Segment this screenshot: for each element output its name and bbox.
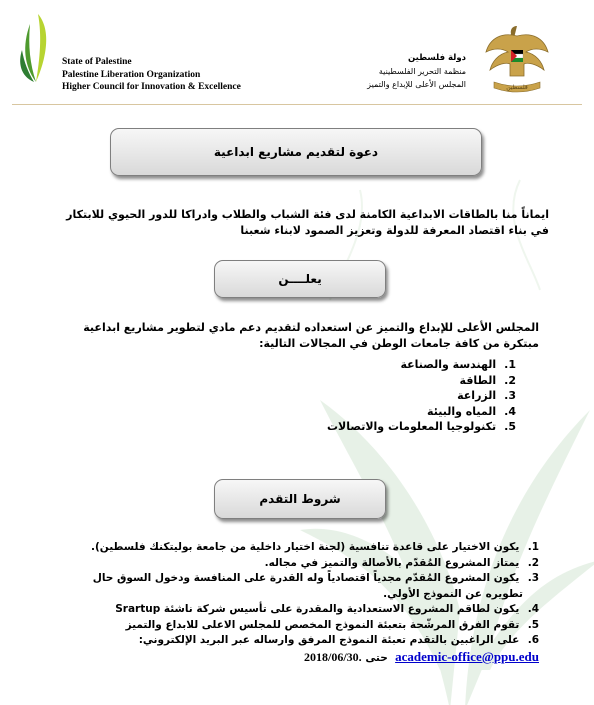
council-name-ar: المجلس الأعلى للإبداع والتميز <box>367 80 466 89</box>
list-item: 1. يكون الاختيار على قاعدة تنافسية (لجنة اختيار داخلية من جامعة بوليتكنك فلسطين). <box>91 541 539 553</box>
organization-name-ar: منظمة التحرير الفلسطينية <box>378 67 466 76</box>
conditions-title-box <box>214 479 386 519</box>
deadline-prefix: حتى <box>365 651 388 664</box>
header-arabic <box>367 52 466 91</box>
list-item: 1. الهندسة والصناعة <box>400 358 516 371</box>
list-item: 5. تكنولوجيا المعلومات والاتصالات <box>326 420 516 433</box>
email-link[interactable]: academic-office@ppu.edu <box>395 648 539 664</box>
state-name: State of Palestine <box>62 57 132 67</box>
list-item: 6. على الراغبين بالتقدم تعبئة النموذج المرفق وارساله عبر البريد الإلكتروني: <box>138 634 539 646</box>
list-item: 3. يكون المشروع المُقدّم مجدياً اقتصادياً وله القدرة على المنافسة ودخول السوق حال تطويره عن النموذج الأولي. <box>92 572 539 600</box>
deadline-date: 2018/06/30. <box>303 649 362 664</box>
list-item: 4. يكون لطاقم المشروع الاستعدادية والمقدرة على تأسيس شركة ناشئة Srartup <box>115 603 539 615</box>
intro-line: ايماناً منا بالطاقات الابداعية الكامنة لدى فئة الشباب والطلاب وادراكا للدور الحيوي للابتكار <box>66 208 549 221</box>
palestine-emblem-icon <box>484 18 550 98</box>
announce-box <box>214 260 386 298</box>
body-line: مبتكرة من كافة جامعات الوطن في المجالات التالية: <box>259 336 539 350</box>
state-name-ar: دولة فلسطين <box>407 53 466 63</box>
conditions-list <box>91 540 539 666</box>
page-title: دعوة لتقديم مشاريع ابداعية <box>213 145 379 159</box>
list-item: 3. الزراعة <box>457 389 516 402</box>
list-item: 2. يمتاز المشروع المُقدّم بالأصالة والتميز في مجاله. <box>264 556 539 569</box>
council-name: Higher Council for Innovation & Excellence <box>62 82 241 92</box>
header-english <box>62 56 241 94</box>
conditions-title: شروط التقدم <box>259 492 341 506</box>
intro-paragraph <box>66 207 549 238</box>
announce-label: يعلــــن <box>278 272 322 286</box>
announcement-paragraph <box>83 320 539 351</box>
page-title-box <box>110 128 482 176</box>
header-divider <box>12 104 582 105</box>
intro-line: في بناء اقتصاد المعرفة للدولة وتعزيز الصمود لابناء شعبنا <box>240 223 549 237</box>
body-line: المجلس الأعلى للإبداع والتميز عن استعداده لتقديم دعم مادي لتطوير مشاريع ابداعية <box>83 321 539 334</box>
list-item: 2. الطاقة <box>459 373 516 387</box>
organization-name: Palestine Liberation Organization <box>62 69 201 80</box>
fields-list <box>327 357 516 435</box>
email-line <box>91 649 539 667</box>
list-item: 4. المياه والبيئة <box>427 404 516 418</box>
list-item: 5. تقوم الفرق المرشّحة بتعبئة النموذج المخصص للمجلس الاعلى للابداع والتميز <box>125 618 539 631</box>
council-logo-icon <box>16 10 56 86</box>
emblem-text: فلسطين <box>506 84 528 91</box>
